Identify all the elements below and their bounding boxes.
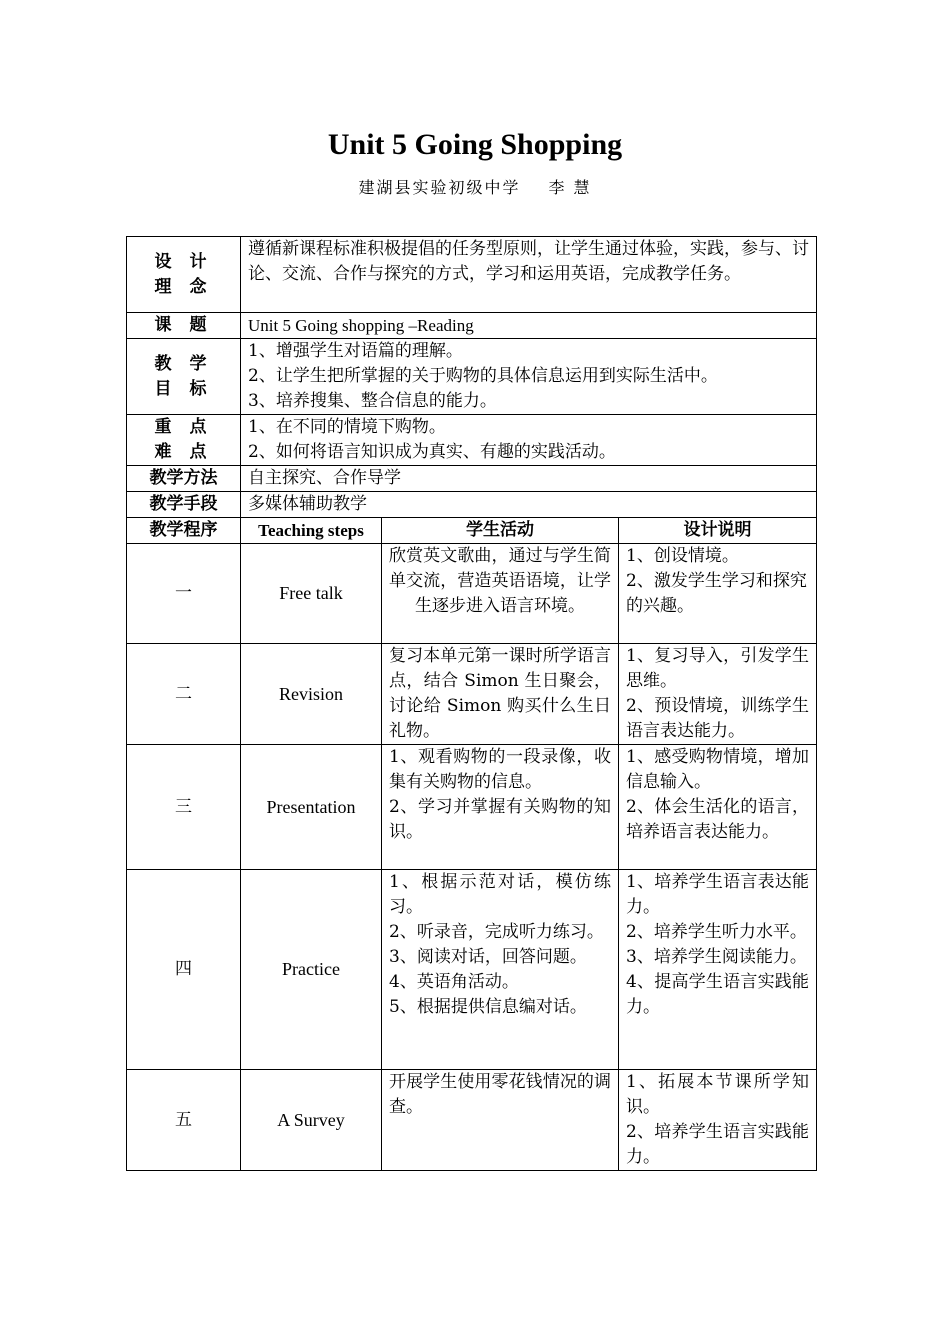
label-method: 教学方法 [127,466,241,492]
goal-item: 3、培养搜集、整合信息的能力。 [248,391,497,411]
header-teaching-steps: Teaching steps [241,518,382,544]
step-name: Free talk [241,544,382,644]
step-activity: 1、观看购物的一段录像，收集有关购物的信息。 2、学习并掌握有关购物的知识。 [382,745,619,870]
label-design-concept: 设 计 理 念 [127,237,241,313]
step-activity: 欣赏英文歌曲，通过与学生简单交流，营造英语语境，让学生逐步进入语言环境。 [382,544,619,644]
row-method [127,466,817,492]
school-name: 建湖县实验初级中学 [358,178,521,197]
step-notes: 1、创设情境。 2、激发学生学习和探究的兴趣。 [619,544,817,644]
step-name: Practice [241,870,382,1070]
step-row [127,870,817,1070]
step-number: 一 [127,544,241,644]
label-key-points: 重 点 难 点 [127,415,241,466]
step-number: 四 [127,870,241,1070]
step-row [127,544,817,644]
step-name: A Survey [241,1070,382,1171]
row-design-concept [127,237,817,313]
step-number: 二 [127,644,241,745]
row-means [127,492,817,518]
header-procedure: 教学程序 [127,518,241,544]
key-points-list [241,415,817,466]
step-activity: 开展学生使用零花钱情况的调查。 [382,1070,619,1171]
row-topic [127,313,817,339]
page-title: Unit 5 Going Shopping [327,128,623,161]
row-goals [127,339,817,415]
steps-header-row [127,518,817,544]
step-name: Presentation [241,745,382,870]
step-row [127,745,817,870]
header-notes: 设计说明 [619,518,817,544]
lesson-plan-table [126,236,817,1171]
method-text: 自主探究、合作导学 [241,466,817,492]
step-activity: 复习本单元第一课时所学语言点，结合 Simon 生日聚会，讨论给 Simon 购买什么生日礼物。 [382,644,619,745]
topic-text: Unit 5 Going shopping –Reading [241,313,817,339]
label-means: 教学手段 [127,492,241,518]
step-activity: 1、根据示范对话，模仿练习。 2、听录音，完成听力练习。 3、阅读对话，回答问题。 4、英语角活动。 5、根据提供信息编对话。 [382,870,619,1070]
step-row [127,644,817,745]
goals-list [241,339,817,415]
step-notes: 1、感受购物情境，增加信息输入。 2、体会生活化的语言，培养语言表达能力。 [619,745,817,870]
step-row [127,1070,817,1171]
author-name: 李 慧 [548,178,592,197]
step-number: 三 [127,745,241,870]
row-key-points [127,415,817,466]
goal-item: 1、增强学生对语篇的理解。 [248,341,463,361]
step-notes: 1、培养学生语言表达能力。 2、培养学生听力水平。 3、培养学生阅读能力。 4、提高学生语言实践能力。 [619,870,817,1070]
step-name: Revision [241,644,382,745]
key-point-item: 2、如何将语言知识成为真实、有趣的实践活动。 [248,442,616,462]
header-activity: 学生活动 [382,518,619,544]
step-notes: 1、复习导入，引发学生思维。 2、预设情境，训练学生语言表达能力。 [619,644,817,745]
goal-item: 2、让学生把所掌握的关于购物的具体信息运用到实际生活中。 [248,366,718,386]
label-topic: 课 题 [154,315,213,335]
label-goals: 教 学 目 标 [127,339,241,415]
byline [0,175,950,198]
means-text: 多媒体辅助教学 [241,492,817,518]
step-number: 五 [127,1070,241,1171]
key-point-item: 1、在不同的情境下购物。 [248,417,446,437]
step-notes: 1、拓展本节课所学知识。 2、培养学生语言实践能力。 [619,1070,817,1171]
design-concept-text: 遵循新课程标准积极提倡的任务型原则，让学生通过体验，实践，参与、讨论、交流、合作与探究的方式，学习和运用英语，完成教学任务。 [241,237,817,313]
